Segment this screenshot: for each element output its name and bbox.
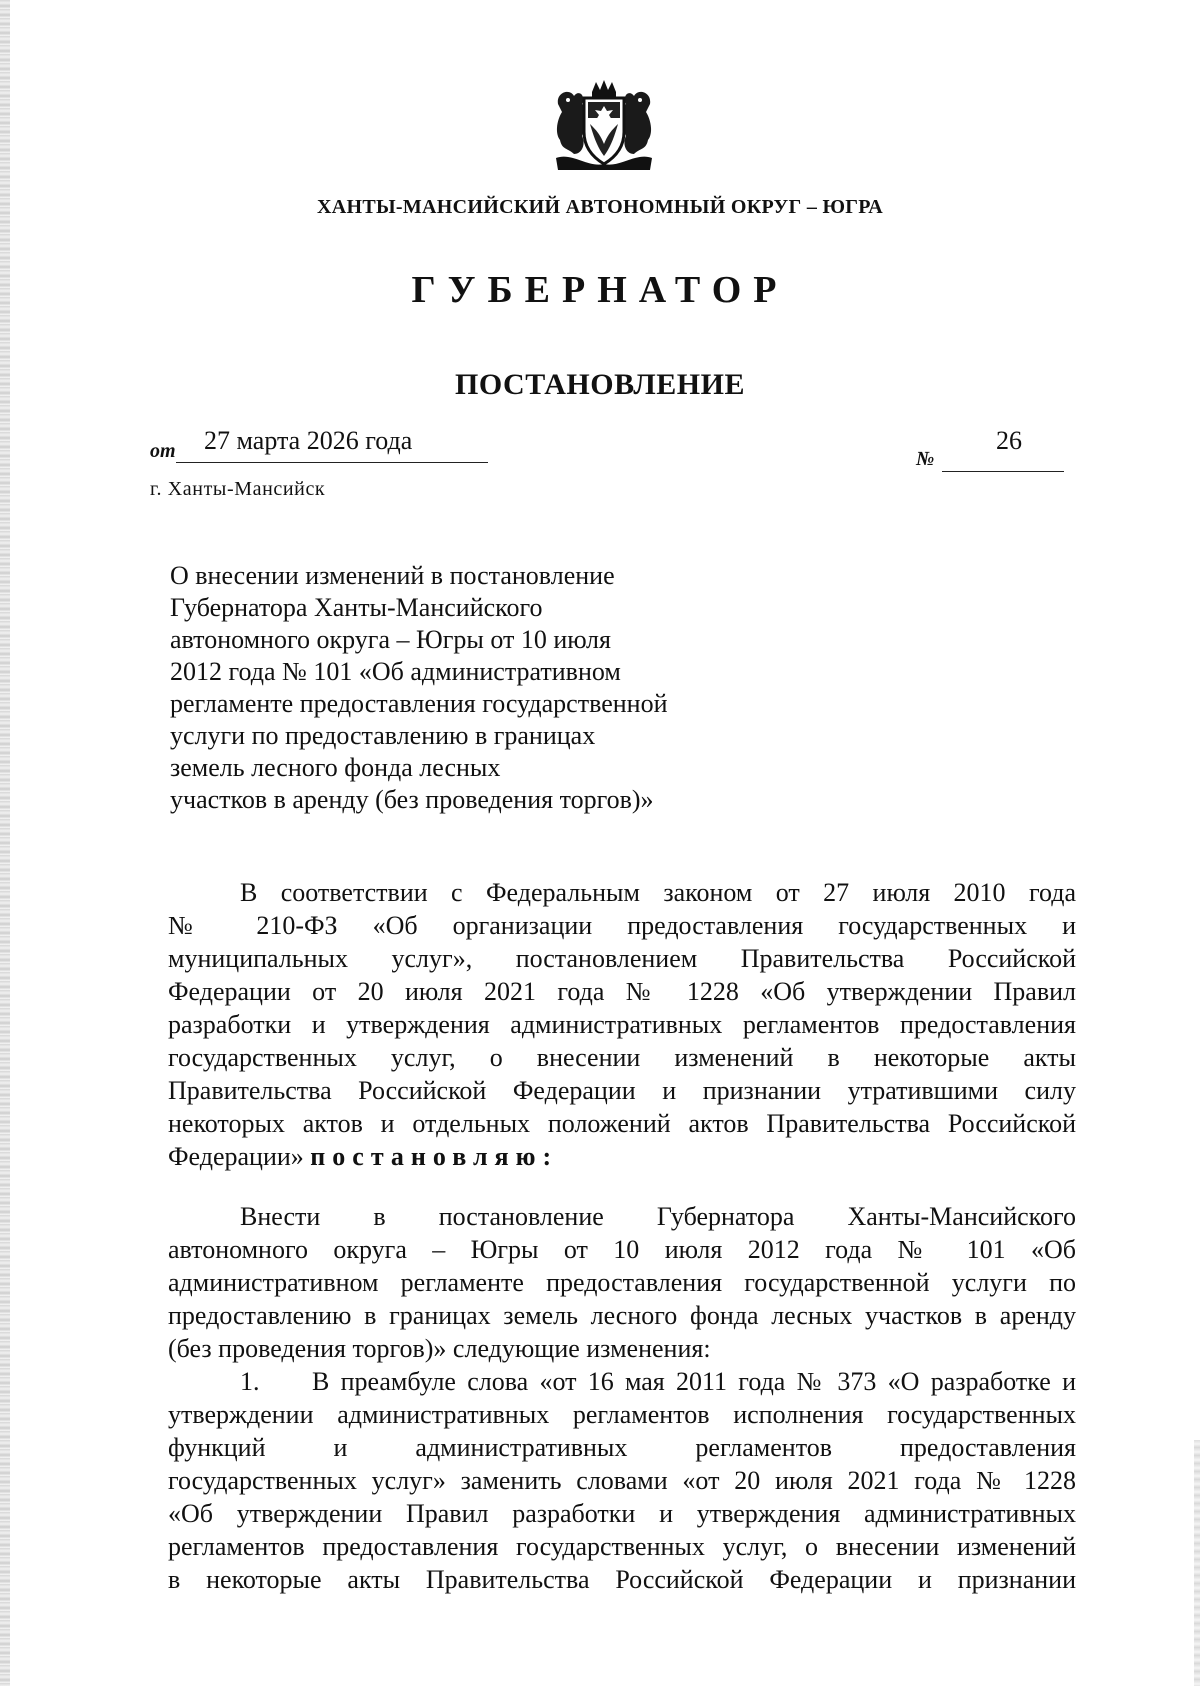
document-type: ПОСТАНОВЛЕНИЕ: [455, 368, 745, 401]
number-label: №: [916, 448, 935, 470]
item-1-line: регламентов предоставления государственных услуг, о внесении изменений: [168, 1532, 1076, 1561]
item-1-first-text: В преамбуле слова «от 16 мая 2011 года № 373 «О разработке и: [312, 1367, 1076, 1396]
resolve-colon: :: [542, 1142, 552, 1171]
preamble-line: разработки и утверждения административных регламентов предоставления: [168, 1010, 1076, 1039]
authority-title: ГУБЕРНАТОР: [411, 269, 789, 311]
preamble-line: Правительства Российской Федерации и признании утратившими силу: [168, 1076, 1076, 1105]
preamble-line: В соответствии с Федеральным законом от 27 июля 2010 года: [240, 878, 1076, 907]
subject-line: Губернатора Ханты-Мансийского: [170, 593, 543, 622]
subject-line: услуги по предоставлению в границах: [170, 721, 596, 750]
subject-line: О внесении изменений в постановление: [170, 561, 615, 590]
subject-line: 2012 года № 101 «Об административном: [170, 657, 621, 686]
amendment-paragraph: [168, 1200, 1076, 1596]
date-label: от: [150, 440, 176, 462]
region-name: ХАНТЫ-МАНСИЙСКИЙ АВТОНОМНЫЙ ОКРУГ – ЮГРА: [317, 196, 883, 218]
item-1-line: «Об утверждении Правил разработки и утверждения административных: [168, 1499, 1076, 1528]
preamble-line: некоторых актов и отдельных положений актов Правительства Российской: [168, 1109, 1076, 1138]
preamble-last-text: Федерации»: [168, 1142, 304, 1171]
item-1-line: в некоторые акты Правительства Российской Федерации и признании: [168, 1565, 1076, 1594]
preamble-line: № 210-ФЗ «Об организации предоставления государственных и: [168, 911, 1076, 940]
subject-line: регламенте предоставления государственной: [170, 689, 668, 718]
amendment-line: Внести в постановление Губернатора Ханты-Мансийского: [240, 1202, 1076, 1231]
preamble-last-line: [168, 1140, 1076, 1173]
amendment-last-line: (без проведения торгов)» следующие изменения:: [168, 1334, 711, 1363]
item-1-number: 1.: [240, 1367, 260, 1396]
preamble-line: государственных услуг, о внесении изменений в некоторые акты: [168, 1043, 1076, 1072]
coat-of-arms-emblem: [552, 78, 656, 174]
item-1-line: государственных услуг» заменить словами «от 20 июля 2021 года № 1228: [168, 1466, 1076, 1495]
scan-edge-left: [0, 0, 10, 1686]
document-subject: [170, 560, 790, 816]
document-date: 27 марта 2026 года: [204, 426, 413, 455]
number-underline: [942, 471, 1064, 472]
amendment-line: административном регламенте предоставления государственной услуги по: [168, 1268, 1076, 1297]
amendment-line: автономного округа – Югры от 10 июля 2012 года № 101 «Об: [168, 1235, 1076, 1264]
document-number: 26: [996, 426, 1022, 455]
item-1-line: функций и административных регламентов предоставления: [168, 1433, 1076, 1462]
scan-edge-right: [1194, 1440, 1200, 1686]
preamble-paragraph: [168, 876, 1076, 1173]
preamble-line: муниципальных услуг», постановлением Правительства Российской: [168, 944, 1076, 973]
subject-line: автономного округа – Югры от 10 июля: [170, 625, 611, 654]
item-1-first-line: [168, 1365, 1076, 1398]
date-underline: [176, 462, 488, 463]
resolve-word: постановляю: [310, 1142, 543, 1171]
amendment-line: предоставлению в границах земель лесного фонда лесных участков в аренду: [168, 1301, 1076, 1330]
preamble-line: Федерации от 20 июля 2021 года № 1228 «Об утверждении Правил: [168, 977, 1076, 1006]
city-of-issue: г. Ханты-Мансийск: [150, 478, 326, 500]
item-1-line: утверждении административных регламентов исполнения государственных: [168, 1400, 1076, 1429]
subject-line: земель лесного фонда лесных: [170, 753, 501, 782]
subject-line: участков в аренду (без проведения торгов)»: [170, 785, 654, 814]
